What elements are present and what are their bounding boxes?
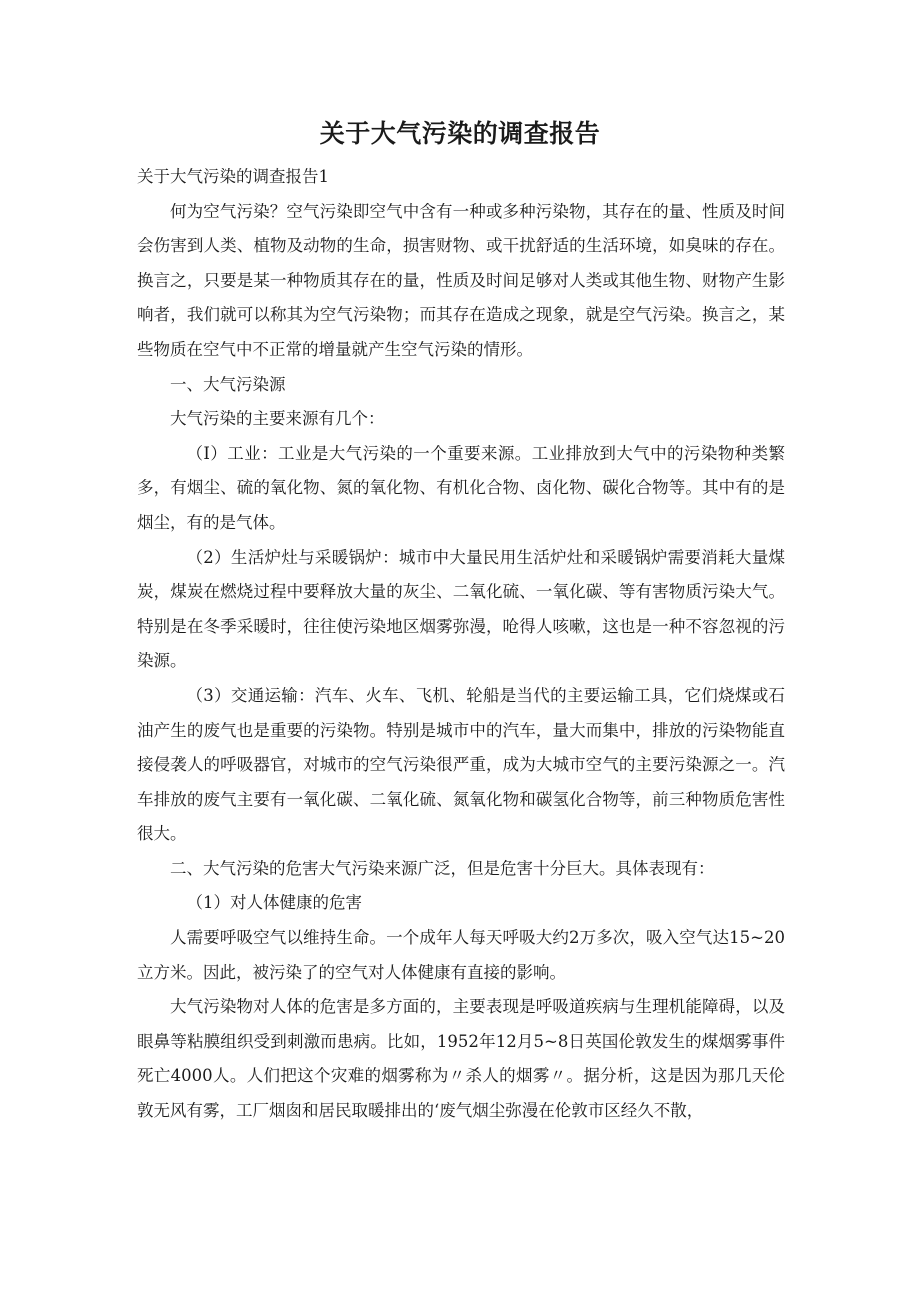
paragraph-transport: （3）交通运输：汽车、火车、飞机、轮船是当代的主要运输工具，它们烧煤或石油产生的废气也是重要的污染物。特别是城市中的汽车，量大而集中，排放的污染物能直接侵袭人的呼吸器官，对城市的空气污染很严重，成为大城市空气的主要污染源之一。汽车排放的废气主要有一氧化碳、二氧化硫、氮氧化物和碳氢化合物等，前三种物质危害性很大。 bbox=[137, 685, 785, 844]
paragraph-london-smog: 大气污染物对人体的危害是多方面的，主要表现是呼吸道疾病与生理机能障碍，以及眼鼻等粘膜组织受到刺激而患病。比如，1952年12月5~8日英国伦敦发生的煤烟雾事件死亡4000人。人们把这个灾难的烟雾称为〃杀人的烟雾〃。据分析，这是因为那几天伦敦无风有雾，工厂烟囱和居民取暖排出的‘废气烟尘弥漫在伦敦市区经久不散， bbox=[137, 997, 785, 1121]
document-title: 关于大气污染的调查报告 bbox=[319, 119, 601, 148]
document-body bbox=[137, 160, 785, 1129]
section-heading-sources: 一、大气污染源 bbox=[170, 374, 286, 394]
paragraph-sources-intro: 大气污染的主要来源有几个： bbox=[170, 409, 385, 429]
section-heading-hazards: 二、大气污染的危害大气污染来源广泛，但是危害十分巨大。具体表现有： bbox=[170, 858, 715, 878]
subheading-health: （1）对人体健康的危害 bbox=[186, 893, 362, 913]
paragraph-definition: 何为空气污染？空气污染即空气中含有一种或多种污染物，其存在的量、性质及时间会伤害到人类、植物及动物的生命，损害财物、或干扰舒适的生活环境，如臭味的存在。换言之，只要是某一种物质其存在的量，性质及时间足够对人类或其他生物、财物产生影响者，我们就可以称其为空气污染物；而其存在造成之现象，就是空气污染。换言之，某些物质在空气中不正常的增量就产生空气污染的情形。 bbox=[137, 201, 785, 359]
paragraph-breathing: 人需要呼吸空气以维持生命。一个成年人每天呼吸大约2万多次，吸入空气达15~20立方米。因此，被污染了的空气对人体健康有直接的影响。 bbox=[137, 928, 785, 982]
paragraph-heating: （2）生活炉灶与采暖锅炉：城市中大量民用生活炉灶和采暖锅炉需要消耗大量煤炭，煤炭在燃烧过程中要释放大量的灰尘、二氧化硫、一氧化碳、等有害物质污染大气。特别是在冬季采暖时，往往使污染地区烟雾弥漫，呛得人咳嗽，这也是一种不容忽视的污染源。 bbox=[137, 547, 785, 671]
document-subtitle: 关于大气污染的调查报告1 bbox=[137, 167, 329, 186]
paragraph-industry: （I）工业：工业是大气污染的一个重要来源。工业排放到大气中的污染物种类繁多，有烟尘、硫的氧化物、氮的氧化物、有机化合物、卤化物、碳化合物等。其中有的是烟尘，有的是气体。 bbox=[137, 443, 785, 532]
